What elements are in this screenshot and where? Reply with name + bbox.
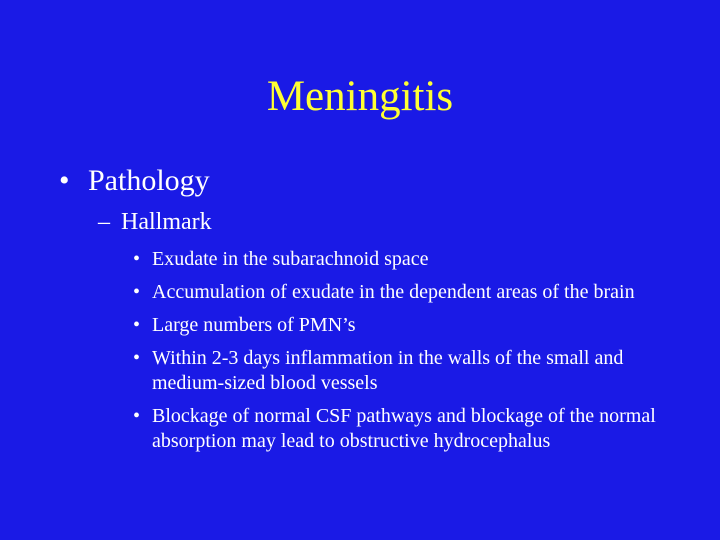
bullet-marker: • — [133, 347, 141, 369]
list-item — [133, 404, 662, 454]
bullet-marker: • — [133, 281, 141, 303]
bullet-pathology — [59, 163, 210, 199]
list-item-text: Blockage of normal CSF pathways and blockage of the normal absorption may lead to obstructive hydrocephalus — [152, 405, 656, 452]
bullet-marker: • — [133, 314, 141, 336]
list-item — [133, 247, 662, 272]
list-item — [133, 313, 662, 338]
bullet-marker: • — [59, 164, 70, 197]
slide-title: Meningitis — [266, 73, 454, 120]
hallmark-points-list — [133, 247, 662, 462]
bullet-marker: • — [133, 405, 141, 427]
list-item-text: Exudate in the subarachnoid space — [152, 248, 429, 270]
list-item-text: Large numbers of PMN’s — [152, 314, 356, 336]
list-item-text: Within 2-3 days inflammation in the walls of the small and medium-sized blood vessels — [152, 347, 624, 394]
list-item-text: Accumulation of exudate in the dependent areas of the brain — [152, 281, 635, 303]
dash-marker: – — [98, 209, 110, 235]
bullet-text: Pathology — [88, 164, 210, 197]
list-item — [133, 346, 662, 396]
bullet-marker: • — [133, 248, 141, 270]
subbullet-text: Hallmark — [121, 209, 212, 235]
subbullet-hallmark — [98, 207, 212, 237]
list-item — [133, 280, 662, 305]
